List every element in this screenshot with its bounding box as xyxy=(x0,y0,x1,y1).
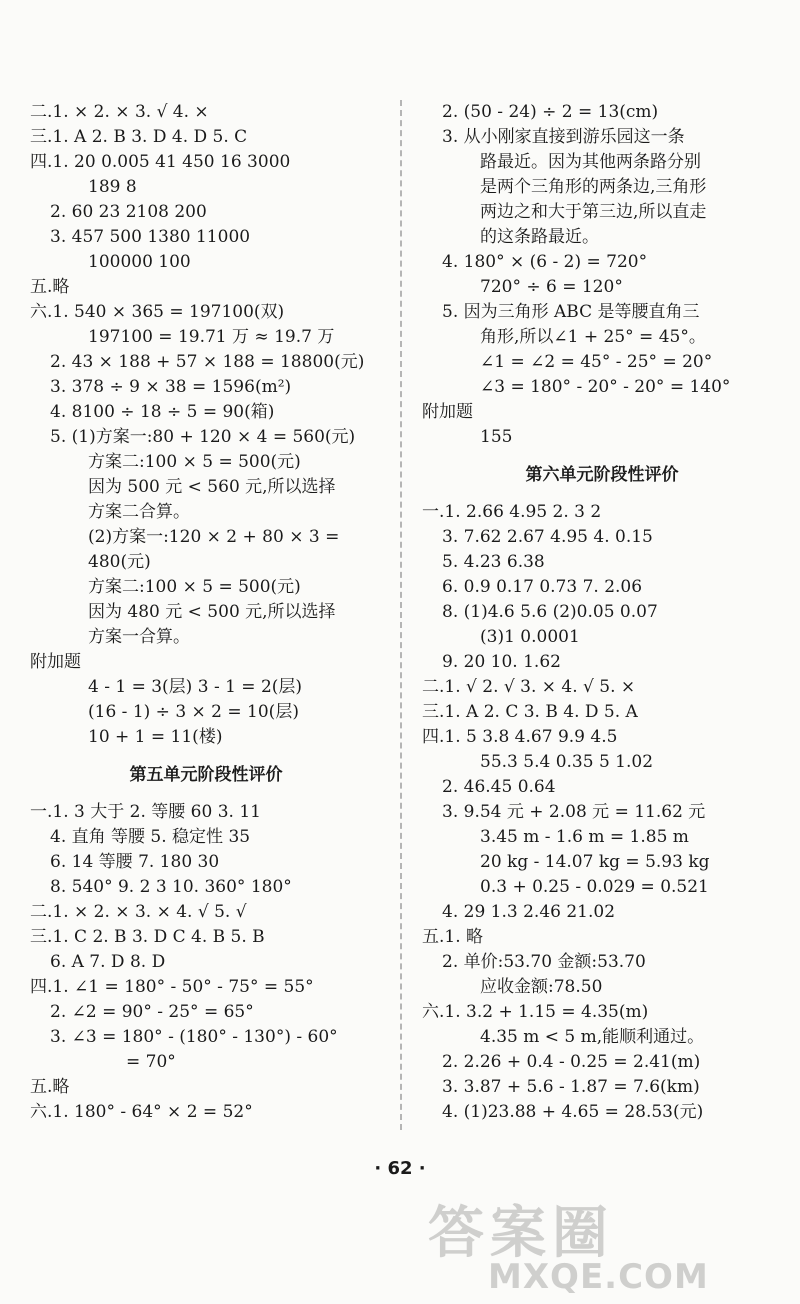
answer-line: 二.1. √ 2. √ 3. × 4. √ 5. × xyxy=(422,677,636,697)
answer-line: 应收金额:78.50 xyxy=(480,977,603,997)
answer-line: 五.1. 略 xyxy=(422,927,484,947)
answer-line: ∠3 = 180° - 20° - 20° = 140° xyxy=(480,377,731,397)
answer-line: 4. 29 1.3 2.46 21.02 xyxy=(442,902,616,922)
answer-line: 4.35 m < 5 m,能顺利通过。 xyxy=(480,1027,705,1047)
answer-line: 20 kg - 14.07 kg = 5.93 kg xyxy=(480,852,710,872)
answer-line: 六.1. 3.2 + 1.15 = 4.35(m) xyxy=(422,1002,649,1022)
answer-line: 一.1. 2.66 4.95 2. 3 2 xyxy=(422,502,602,522)
watermark-url: MXQE.COM xyxy=(488,1257,709,1297)
answer-line: 2. (50 - 24) ÷ 2 = 13(cm) xyxy=(442,102,659,122)
answer-line: 5. (1)方案一:80 + 120 × 4 = 560(元) xyxy=(50,427,356,447)
answer-line: 方案二:100 × 5 = 500(元) xyxy=(88,452,301,472)
watermark-logo xyxy=(428,1201,788,1297)
answer-line: 3. 从小刚家直接到游乐园这一条 xyxy=(442,127,685,147)
watermark-text: 答案圈 xyxy=(428,1201,614,1266)
answer-line: 4. 180° × (6 - 2) = 720° xyxy=(442,252,648,272)
answer-line: 6. A 7. D 8. D xyxy=(50,952,166,972)
answer-line: 三.1. A 2. B 3. D 4. D 5. C xyxy=(30,127,248,147)
answer-line: ∠1 = ∠2 = 45° - 25° = 20° xyxy=(480,352,713,372)
answer-line: 3. ∠3 = 180° - (180° - 130°) - 60° xyxy=(50,1027,338,1047)
answer-line: 8. (1)4.6 5.6 (2)0.05 0.07 xyxy=(442,602,658,622)
answer-line: 三.1. C 2. B 3. D C 4. B 5. B xyxy=(30,927,265,947)
answer-line: 3. 3.87 + 5.6 - 1.87 = 7.6(km) xyxy=(442,1077,700,1097)
answer-line: 附加题 xyxy=(30,652,81,672)
answer-line: 因为 500 元 < 560 元,所以选择 xyxy=(88,477,336,497)
column-divider xyxy=(400,100,402,1130)
answer-line: 2. 43 × 188 + 57 × 188 = 18800(元) xyxy=(50,352,365,372)
section-heading: 第五单元阶段性评价 xyxy=(129,765,283,785)
answer-line: 8. 540° 9. 2 3 10. 360° 180° xyxy=(50,877,292,897)
answer-line: 480(元) xyxy=(88,552,151,572)
answer-line: 0.3 + 0.25 - 0.029 = 0.521 xyxy=(480,877,709,897)
answer-line: 六.1. 540 × 365 = 197100(双) xyxy=(30,302,285,322)
answer-line: 4. 8100 ÷ 18 ÷ 5 = 90(箱) xyxy=(50,402,275,422)
answer-line: 197100 = 19.71 万 ≈ 19.7 万 xyxy=(88,327,335,347)
answer-line: 4. 直角 等腰 5. 稳定性 35 xyxy=(50,827,251,847)
answer-line: 5. 4.23 6.38 xyxy=(442,552,545,572)
answer-line: 六.1. 180° - 64° × 2 = 52° xyxy=(30,1102,253,1122)
answer-line: 720° ÷ 6 = 120° xyxy=(480,277,623,297)
answer-line: 2. 2.26 + 0.4 - 0.25 = 2.41(m) xyxy=(442,1052,701,1072)
answer-line: 3.45 m - 1.6 m = 1.85 m xyxy=(480,827,689,847)
answer-line: 3. 378 ÷ 9 × 38 = 1596(m²) xyxy=(50,377,292,397)
answer-line: 6. 14 等腰 7. 180 30 xyxy=(50,852,220,872)
answer-line: 是两个三角形的两条边,三角形 xyxy=(480,177,707,197)
page-number: · 62 · xyxy=(374,1158,426,1179)
right-column xyxy=(422,100,782,1125)
answer-line: 4. (1)23.88 + 4.65 = 28.53(元) xyxy=(442,1102,704,1122)
answer-line: 路最近。因为其他两条路分别 xyxy=(480,152,701,172)
answer-line: 方案二合算。 xyxy=(88,502,190,522)
answer-line: 因为 480 元 < 500 元,所以选择 xyxy=(88,602,336,622)
section-heading: 第六单元阶段性评价 xyxy=(525,465,679,485)
answer-line: 四.1. 5 3.8 4.67 9.9 4.5 xyxy=(422,727,618,747)
answer-line: 2. 46.45 0.64 xyxy=(442,777,556,797)
answer-line: 189 8 xyxy=(88,177,137,197)
answer-line: 4 - 1 = 3(层) 3 - 1 = 2(层) xyxy=(88,677,303,697)
left-column xyxy=(30,100,382,1125)
answer-line: 155 xyxy=(480,427,513,447)
answer-line: 五.略 xyxy=(30,1077,70,1097)
answer-line: (3)1 0.0001 xyxy=(480,627,580,647)
answer-line: 5. 因为三角形 ABC 是等腰直角三 xyxy=(442,302,700,322)
answer-line: 五.略 xyxy=(30,277,70,297)
answer-line: 6. 0.9 0.17 0.73 7. 2.06 xyxy=(442,577,643,597)
answer-line: 四.1. ∠1 = 180° - 50° - 75° = 55° xyxy=(30,977,314,997)
answer-line: 二.1. × 2. × 3. × 4. √ 5. √ xyxy=(30,902,247,922)
answer-line: 方案一合算。 xyxy=(88,627,190,647)
answer-line: (2)方案一:120 × 2 + 80 × 3 = xyxy=(88,527,340,547)
answer-line: 的这条路最近。 xyxy=(480,227,599,247)
answer-line: 方案二:100 × 5 = 500(元) xyxy=(88,577,301,597)
answer-line: 四.1. 20 0.005 41 450 16 3000 xyxy=(30,152,291,172)
answer-line: 3. 9.54 元 + 2.08 元 = 11.62 元 xyxy=(442,802,706,822)
answer-line: 9. 20 10. 1.62 xyxy=(442,652,561,672)
answer-line: 3. 457 500 1380 11000 xyxy=(50,227,251,247)
answer-line: 两边之和大于第三边,所以直走 xyxy=(480,202,707,222)
answer-line: 2. ∠2 = 90° - 25° = 65° xyxy=(50,1002,254,1022)
answer-line: (16 - 1) ÷ 3 × 2 = 10(层) xyxy=(88,702,299,722)
answer-line: 一.1. 3 大于 2. 等腰 60 3. 11 xyxy=(30,802,261,822)
answer-line: 3. 7.62 2.67 4.95 4. 0.15 xyxy=(442,527,653,547)
answer-line: 三.1. A 2. C 3. B 4. D 5. A xyxy=(422,702,638,722)
answer-line: 2. 60 23 2108 200 xyxy=(50,202,207,222)
answer-line: 附加题 xyxy=(422,402,473,422)
answer-line: = 70° xyxy=(126,1052,176,1072)
answer-line: 10 + 1 = 11(楼) xyxy=(88,727,223,747)
answer-line: 二.1. × 2. × 3. √ 4. × xyxy=(30,102,209,122)
answer-line: 2. 单价:53.70 金额:53.70 xyxy=(442,952,646,972)
answer-line: 角形,所以∠1 + 25° = 45°。 xyxy=(480,327,706,347)
answer-line: 55.3 5.4 0.35 5 1.02 xyxy=(480,752,654,772)
answer-line: 100000 100 xyxy=(88,252,191,272)
